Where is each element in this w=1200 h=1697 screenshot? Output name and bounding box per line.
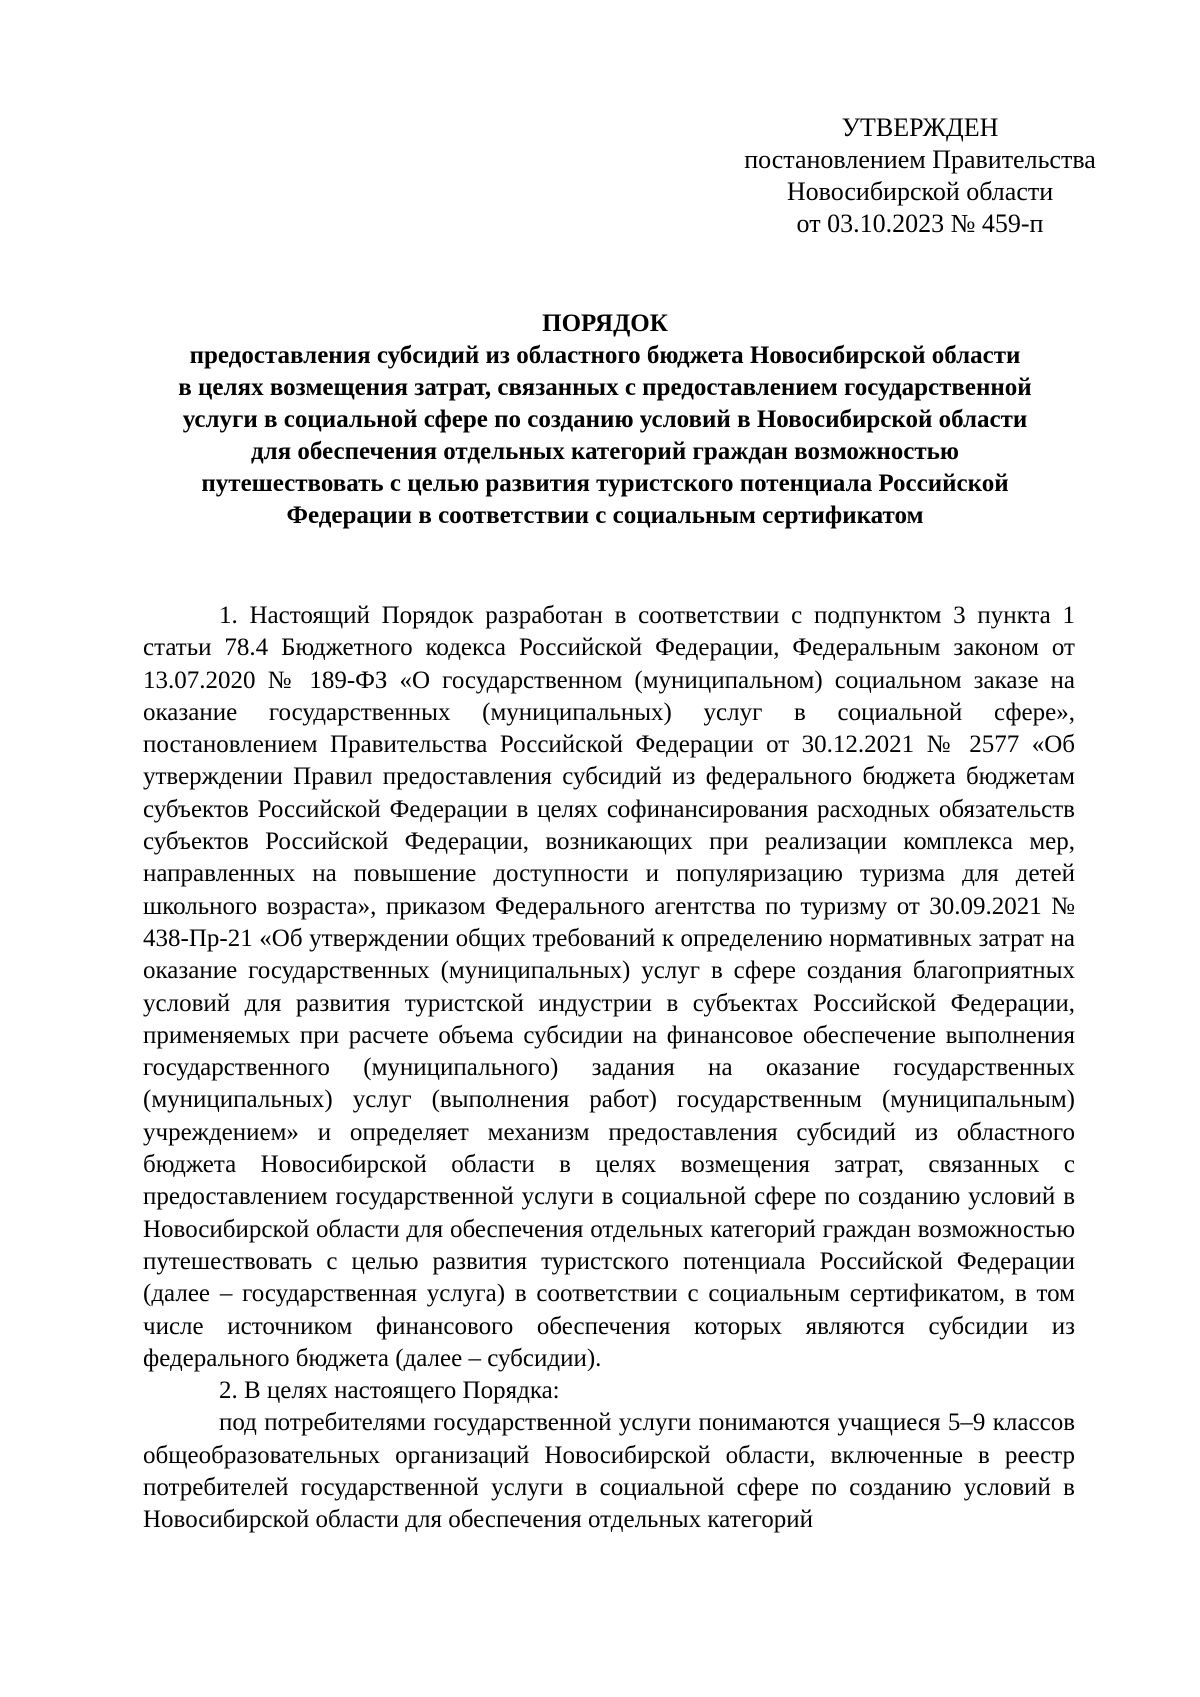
title-line: для обеспечения отдельных категорий граждан возможностью [250, 438, 960, 465]
body-paragraph: 2. В целях настоящего Порядка: [219, 1377, 560, 1405]
document-body [143, 600, 1075, 1537]
approval-issuer: постановлением Правительства [744, 145, 1096, 174]
approval-heading: УТВЕРЖДЕН [841, 113, 999, 142]
approval-region: Новосибирской области [786, 177, 1054, 206]
approval-stamp-block [740, 112, 1100, 240]
title-line: путешествовать с целью развития туристского потенциала Российской [201, 470, 1009, 497]
document-title-block [140, 308, 1070, 532]
title-line: услуги в социальной сфере по созданию условий в Новосибирской области [182, 406, 1028, 433]
approval-date-number: от 03.10.2023 № 459-п [796, 209, 1044, 238]
document-heading: ПОРЯДОК [542, 310, 668, 337]
title-line: в целях возмещения затрат, связанных с предоставлением государственной [178, 374, 1032, 401]
title-line: предоставления субсидий из областного бюджета Новосибирской области [189, 342, 1021, 369]
title-line: Федерации в соответствии с социальным сертификатом [286, 502, 924, 529]
body-paragraph: под потребителями государственной услуги понимаются учащиеся 5–9 классов общеобразовательных организаций Новосибирской области, включенные в реестр потребителей государственной услуги в социальной сфере по созданию условий в Новосибирской области для обеспечения отдельных категорий [143, 1409, 1075, 1534]
body-paragraph: 1. Настоящий Порядок разработан в соответствии с подпунктом 3 пункта 1 статьи 78.4 Бюджетного кодекса Российской Федерации, Федеральным законом от 13.07.2020 № 189-ФЗ «О государственном (муниципальном) социальном заказе на оказание государственных (муниципальных) услуг в социальной сфере», постановлением Правительства Российской Федерации от 30.12.2021 № 2577 «Об утверждении Правил предоставления субсидий из федерального бюджета бюджетам субъектов Российской Федерации в целях софинансирования расходных обязательств субъектов Российской Федерации, возникающих при реализации комплекса мер, направленных на повышение доступности и популяризацию туризма для детей школьного возраста», приказом Федерального агентства по туризму от 30.09.2021 № 438-Пр-21 «Об утверждении общих требований к определению нормативных затрат на оказание государственных (муниципальных) услуг в сфере создания благоприятных условий для развития туристской индустрии в субъектах Российской Федерации, применяемых при расчете объема субсидии на финансовое обеспечение выполнения государственного (муниципального) задания на оказание государственных (муниципальных) услуг (выполнения работ) государственным (муниципальным) учреждением» и определяет механизм предоставления субсидий из областного бюджета Новосибирской области в целях возмещения затрат, связанных с предоставлением государственной услуги в социальной сфере по созданию условий в Новосибирской области для обеспечения отдельных категорий граждан возможностью путешествовать с целью развития туристского потенциала Российской Федерации (далее – государственная услуга) в соответствии с социальным сертификатом, в том числе источником финансового обеспечения которых являются субсидии из федерального бюджета (далее – субсидии). [143, 602, 1075, 1372]
